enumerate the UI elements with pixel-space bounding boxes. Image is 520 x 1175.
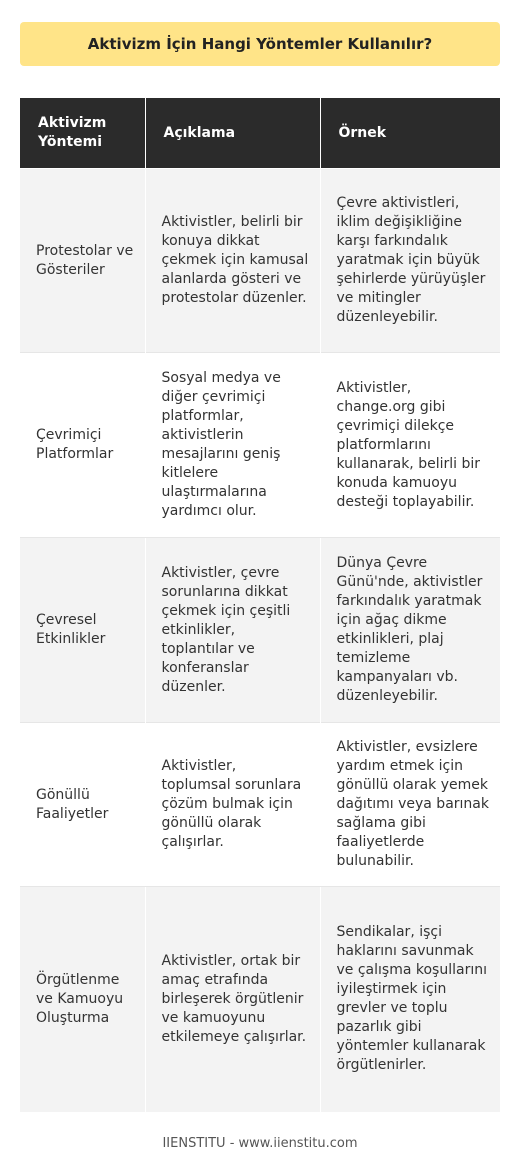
example-cell: Aktivistler, change.org gibi çevrimiçi dilekçe platformlarını kullanarak, belirli bir konuda kamuoyu desteği toplayabilir. [320,353,500,538]
title-banner [20,22,500,66]
method-cell: Örgütlenme ve Kamuoyu Oluşturma [20,887,145,1112]
method-cell: Çevrimiçi Platformlar [20,353,145,538]
method-cell: Protestolar ve Gösteriler [20,169,145,353]
example-cell: Aktivistler, evsizlere yardım etmek için gönüllü olarak yemek dağıtımı veya barınak sağlama gibi faaliyetlerde bulunabilir. [320,723,500,887]
table-header [20,98,500,169]
footer-credit: IIENSTITU - www.iienstitu.com [162,1136,358,1151]
table-row [20,723,500,887]
table-row [20,353,500,538]
method-cell: Gönüllü Faaliyetler [20,723,145,887]
header-description: Açıklama [145,98,320,169]
description-cell: Aktivistler, ortak bir amaç etrafında birleşerek örgütlenir ve kamuoyunu etkilemeye çalışırlar. [145,887,320,1112]
method-cell: Çevresel Etkinlikler [20,538,145,723]
description-cell: Aktivistler, toplumsal sorunlara çözüm bulmak için gönüllü olarak çalışırlar. [145,723,320,887]
description-cell: Aktivistler, belirli bir konuya dikkat çekmek için kamusal alanlarda gösteri ve protestolar düzenler. [145,169,320,353]
example-cell: Dünya Çevre Günü'nde, aktivistler farkındalık yaratmak için ağaç dikme etkinlikleri, plaj temizleme kampanyaları vb. düzenleyebilir. [320,538,500,723]
example-cell: Sendikalar, işçi haklarını savunmak ve çalışma koşullarını iyileştirmek için grevler ve toplu pazarlık gibi yöntemler kullanarak örgütlenirler. [320,887,500,1112]
description-cell: Sosyal medya ve diğer çevrimiçi platformlar, aktivistlerin mesajlarını geniş kitlelere ulaştırmalarına yardımcı olur. [145,353,320,538]
methods-table [20,98,500,1112]
header-method: Aktivizm Yöntemi [20,98,145,169]
table-row [20,169,500,353]
example-cell: Çevre aktivistleri, iklim değişikliğine karşı farkındalık yaratmak için büyük şehirlerde yürüyüşler ve mitingler düzenleyebilir. [320,169,500,353]
header-example: Örnek [320,98,500,169]
table-row [20,538,500,723]
table-row [20,887,500,1112]
description-cell: Aktivistler, çevre sorunlarına dikkat çekmek için çeşitli etkinlikler, toplantılar ve konferanslar düzenler. [145,538,320,723]
page-title: Aktivizm İçin Hangi Yöntemler Kullanılır? [87,35,433,53]
